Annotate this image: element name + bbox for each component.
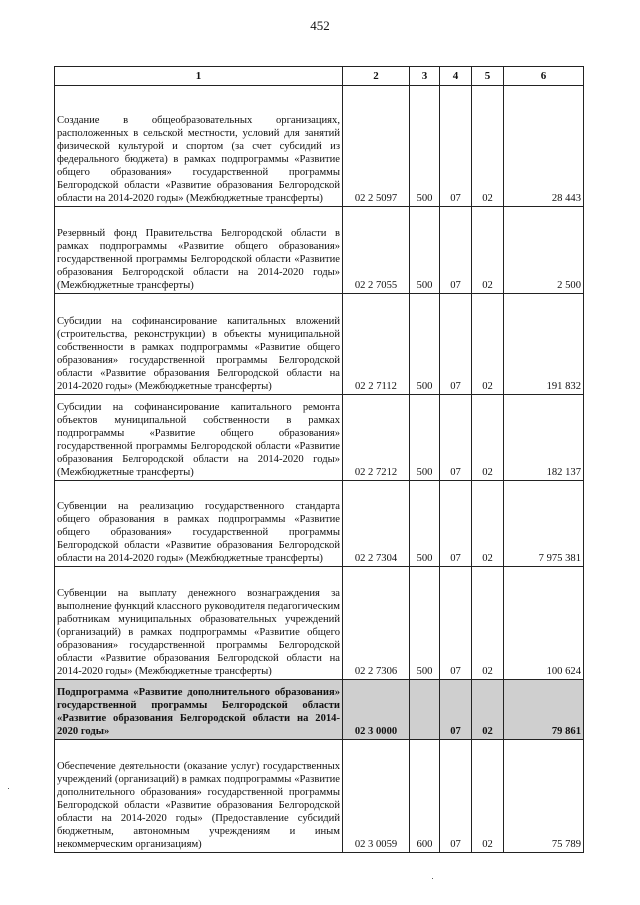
row-col-5: 02 bbox=[472, 86, 504, 207]
row-code: 02 3 0059 bbox=[343, 740, 410, 853]
row-col-3 bbox=[410, 680, 440, 740]
row-amount: 191 832 bbox=[504, 294, 584, 395]
row-col-5: 02 bbox=[472, 207, 504, 294]
table-row bbox=[55, 567, 584, 680]
row-col-3: 500 bbox=[410, 395, 440, 481]
row-col-4: 07 bbox=[440, 395, 472, 481]
row-col-3: 600 bbox=[410, 740, 440, 853]
row-col-4: 07 bbox=[440, 481, 472, 567]
row-col-5: 02 bbox=[472, 395, 504, 481]
row-col-3: 500 bbox=[410, 567, 440, 680]
row-code: 02 2 5097 bbox=[343, 86, 410, 207]
row-col-3: 500 bbox=[410, 207, 440, 294]
table-row bbox=[55, 207, 584, 294]
row-amount: 2 500 bbox=[504, 207, 584, 294]
row-amount: 100 624 bbox=[504, 567, 584, 680]
row-col-3: 500 bbox=[410, 86, 440, 207]
row-col-4: 07 bbox=[440, 86, 472, 207]
table-body bbox=[55, 86, 584, 853]
row-name: Создание в общеобразовательных организациях, расположенных в сельской местности, условий для занятий физической культурой и спортом (за счет субсидий из федерального бюджета) в рамках подпрограммы «Развитие общего образования» государственной программы Белгородской области «Развитие образования Белгородской области на 2014-2020 годы» (Межбюджетные трансферты) bbox=[55, 86, 343, 207]
row-name: Обеспечение деятельности (оказание услуг) государственных учреждений (организаций) в рамках подпрограммы «Развитие дополнительного образования» государственной программы Белгородской области «Развитие образования Белгородской области на 2014-2020 годы» (Предоставление субсидий бюджетным, автономным учреждениям и иным некоммерческим организациям) bbox=[55, 740, 343, 853]
row-code: 02 2 7112 bbox=[343, 294, 410, 395]
row-name: Субсидии на софинансирование капитального ремонта объектов муниципальной собственности в рамках подпрограммы «Развитие общего образования» государственной программы Белгородской области «Развитие образования Белгородской области на 2014-2020 годы» (Межбюджетные трансферты) bbox=[55, 395, 343, 481]
header-col-4: 4 bbox=[440, 67, 472, 86]
header-col-3: 3 bbox=[410, 67, 440, 86]
scan-speck bbox=[432, 878, 433, 879]
header-col-5: 5 bbox=[472, 67, 504, 86]
row-code: 02 2 7055 bbox=[343, 207, 410, 294]
budget-table bbox=[54, 66, 584, 853]
row-col-5: 02 bbox=[472, 740, 504, 853]
row-name: Резервный фонд Правительства Белгородской области в рамках подпрограммы «Развитие общего образования» государственной программы Белгородской области «Развитие образования Белгородской области на 2014-2020 годы» (Межбюджетные трансферты) bbox=[55, 207, 343, 294]
row-code: 02 2 7212 bbox=[343, 395, 410, 481]
row-name: Субвенции на реализацию государственного стандарта общего образования в рамках подпрограммы «Развитие общего образования» государственной программы Белгородской области «Развитие образования Белгородской области на 2014-2020 годы» (Межбюджетные трансферты) bbox=[55, 481, 343, 567]
row-amount: 75 789 bbox=[504, 740, 584, 853]
row-name: Подпрограмма «Развитие дополнительного образования» государственной программы Белгородской области «Развитие образования Белгородской области на 2014-2020 годы» bbox=[55, 680, 343, 740]
row-col-5: 02 bbox=[472, 294, 504, 395]
row-col-5: 02 bbox=[472, 481, 504, 567]
row-name: Субсидии на софинансирование капитальных вложений (строительства, реконструкции) в объекты муниципальной собственности в рамках подпрограммы «Развитие общего образования» государственной программы Белгородской области «Развитие образования Белгородской области на 2014-2020 годы» (Межбюджетные трансферты) bbox=[55, 294, 343, 395]
table-row bbox=[55, 294, 584, 395]
table-header-row bbox=[55, 67, 584, 86]
row-col-4: 07 bbox=[440, 294, 472, 395]
scan-speck bbox=[8, 788, 9, 789]
row-col-5: 02 bbox=[472, 680, 504, 740]
table-row-subprogram bbox=[55, 680, 584, 740]
table-row bbox=[55, 481, 584, 567]
page-number: 452 bbox=[310, 18, 330, 33]
row-col-4: 07 bbox=[440, 567, 472, 680]
header-col-2: 2 bbox=[343, 67, 410, 86]
table-row bbox=[55, 86, 584, 207]
row-code: 02 2 7304 bbox=[343, 481, 410, 567]
row-col-4: 07 bbox=[440, 207, 472, 294]
row-code: 02 3 0000 bbox=[343, 680, 410, 740]
row-amount: 79 861 bbox=[504, 680, 584, 740]
row-name: Субвенции на выплату денежного вознаграждения за выполнение функций классного руководителя педагогическим работникам муниципальных образовательных учреждений (организаций) в рамках подпрограммы «Развитие общего образования» государственной программы Белгородской области «Развитие образования Белгородской области на 2014-2020 годы» (Межбюджетные трансферты) bbox=[55, 567, 343, 680]
header-col-1: 1 bbox=[55, 67, 343, 86]
row-col-4: 07 bbox=[440, 680, 472, 740]
row-col-3: 500 bbox=[410, 294, 440, 395]
row-col-3: 500 bbox=[410, 481, 440, 567]
row-code: 02 2 7306 bbox=[343, 567, 410, 680]
row-amount: 28 443 bbox=[504, 86, 584, 207]
row-amount: 182 137 bbox=[504, 395, 584, 481]
header-col-6: 6 bbox=[504, 67, 584, 86]
table-row bbox=[55, 395, 584, 481]
row-col-4: 07 bbox=[440, 740, 472, 853]
row-col-5: 02 bbox=[472, 567, 504, 680]
table-row bbox=[55, 740, 584, 853]
row-amount: 7 975 381 bbox=[504, 481, 584, 567]
